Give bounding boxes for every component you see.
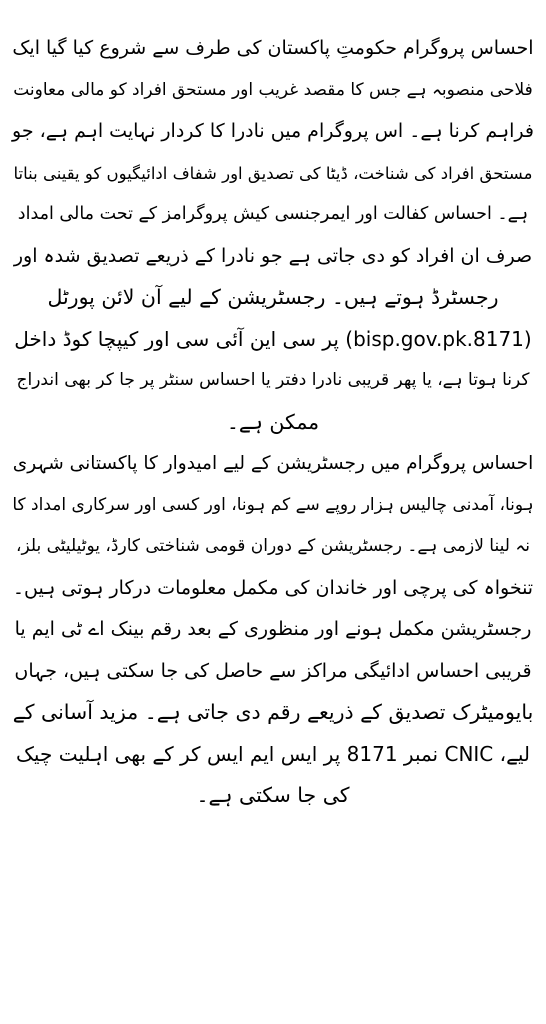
text-line: نہ لینا لازمی ہے۔ رجسٹریشن کے دوران قومی شناختی کارڈ، یوٹیلیٹی بلز، <box>15 536 531 556</box>
text-line: تنخواہ کی پرچی اور خاندان کی مکمل معلومات درکار ہوتی ہیں۔ <box>12 576 534 599</box>
text-line: (bisp.gov.pk.8171) پر سی این آئی سی اور کیپچا کوڈ داخل <box>14 326 532 351</box>
text-line: بایومیٹرک تصدیق کے ذریعے رقم دی جاتی ہے۔ مزید آسانی کے <box>12 700 534 724</box>
text-line: رجسٹرڈ ہوتے ہیں۔ رجسٹریشن کے لیے آن لائن پورٹل <box>47 285 499 309</box>
text-line: فراہم کرنا ہے۔ اس پروگرام میں نادرا کا کردار نہایت اہم ہے، جو <box>12 120 534 142</box>
paragraph-eligibility-and-payment <box>12 443 534 817</box>
paragraph-registration-overview <box>12 28 534 443</box>
text-line: صرف ان افراد کو دی جاتی ہے جو نادرا کے ذریعے تصدیق شدہ اور <box>13 244 533 267</box>
text-line: احساس پروگرام میں رجسٹریشن کے لیے امیدوار کا پاکستانی شہری <box>12 453 534 474</box>
text-line: لیے، CNIC نمبر 8171 پر ایس ایم ایس کر کے بھی اہلیت چیک <box>16 741 530 766</box>
text-line: قریبی احساس ادائیگی مراکز سے حاصل کی جا سکتی ہیں، جہاں <box>14 659 532 682</box>
text-line: رجسٹریشن مکمل ہونے اور منظوری کے بعد رقم بینک اے ٹی ایم یا <box>14 618 532 640</box>
text-line: احساس پروگرام حکومتِ پاکستان کی طرف سے شروع کیا گیا ایک <box>12 37 534 59</box>
article-body <box>12 28 534 817</box>
text-line: کرنا ہوتا ہے، یا پھر قریبی نادرا دفتر یا احساس سنٹر پر جا کر بھی اندراج <box>16 370 530 390</box>
text-line: ہے۔ احساس کفالت اور ایمرجنسی کیش پروگرامز کے تحت مالی امداد <box>17 204 529 224</box>
text-line: ممکن ہے۔ <box>226 409 320 434</box>
text-line: مستحق افراد کی شناخت، ڈیٹا کی تصدیق اور شفاف ادائیگیوں کو یقینی بناتا <box>13 163 533 183</box>
text-line: ہونا، آمدنی چالیس ہزار روپے سے کم ہونا، اور کسی اور سرکاری امداد کا <box>12 494 534 515</box>
text-line: فلاحی منصوبہ ہے جس کا مقصد غریب اور مستحق افراد کو مالی معاونت <box>13 79 533 100</box>
text-line: کی جا سکتی ہے۔ <box>196 783 350 807</box>
